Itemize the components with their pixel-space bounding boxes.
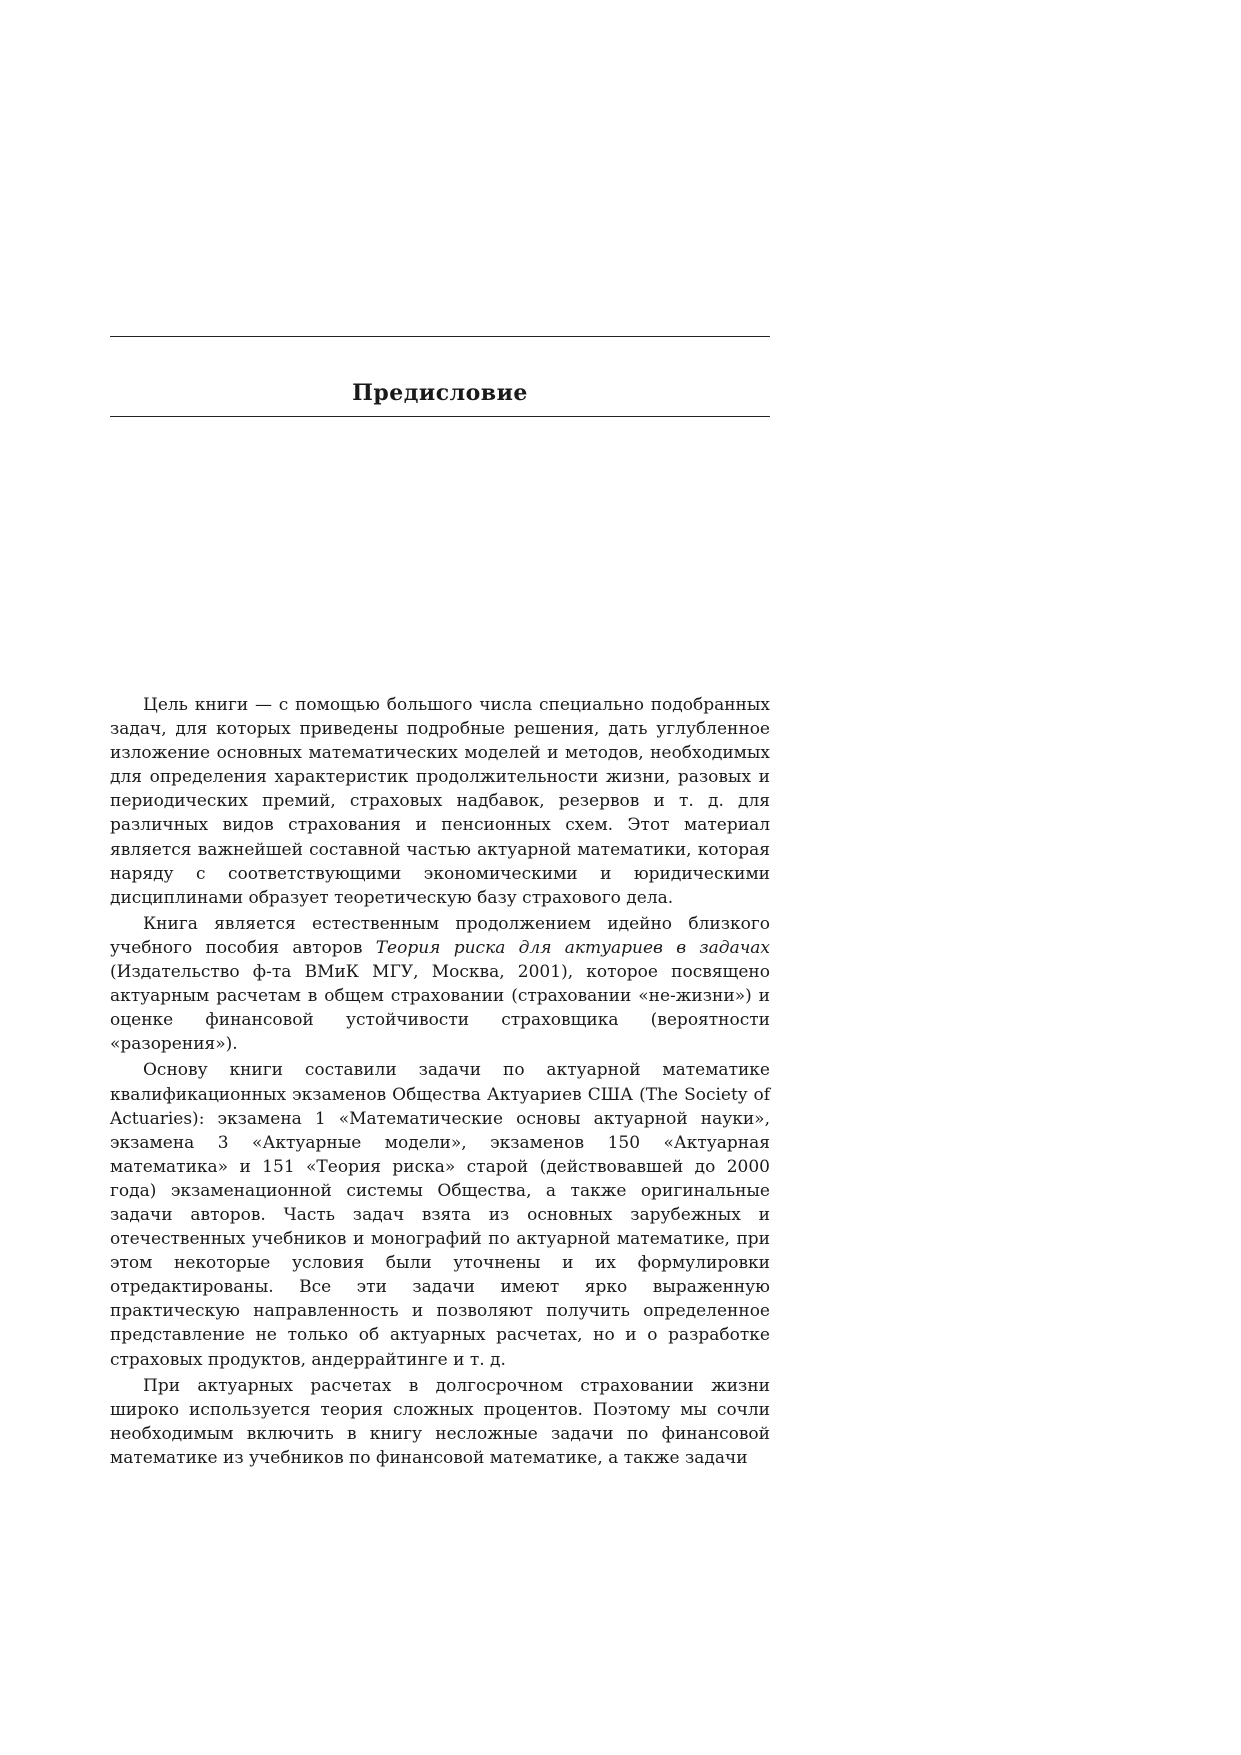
paragraph-1: Цель книги — с помощью большого числа специально подобранных задач, для которых приведены подробные решения, дать углубленное изложение основных математических моделей и методов, необходимых для определения характеристик продолжительности жизни, разовых и периодических премий, страховых надбавок, резервов и т. д. для различных видов страхования и пенсионных схем. Этот материал является важнейшей составной частью актуарной математики, которая наряду с соответствующими экономическими и юридическими дисциплинами образует теоретическую базу страхового дела. [110, 695, 770, 908]
title-bottom-rule [110, 416, 770, 417]
paragraph-4: При актуарных расчетах в долгосрочном страховании жизни широко используется теория сложных процентов. Поэтому мы сочли необходимым включить в книгу несложные задачи по финансовой математике из учебников по финансовой математике, а также задачи [110, 1375, 770, 1468]
paragraph-2-after: (Издательство ф-та ВМиК МГУ, Москва, 2001), которое посвящено актуарным расчетам в общем страховании (страховании «не-жизни») и оценке финансовой устойчивости страховщика (вероятности «разорения»). [110, 962, 770, 1055]
preface-body [110, 693, 770, 1470]
title-top-rule [110, 336, 770, 337]
book-title-reference: Теория риска для актуариев в задачах [375, 937, 770, 958]
chapter-title: Предисловие [352, 380, 528, 406]
paragraph-2 [110, 912, 770, 1057]
paragraph-3: Основу книги составили задачи по актуарной математике квалификационных экзаменов Общества Актуариев США (The Society of Actuaries): экзамена 1 «Математические основы актуарной науки», экзамена 3 «Актуарные модели», экзаменов 150 «Актуарная математика» и 151 «Теория риска» старой (действовавшей до 2000 года) экзаменационной системы Общества, а также оригинальные задачи авторов. Часть задач взята из основных зарубежных и отечественных учебников и монографий по актуарной математике, при этом некоторые условия были уточнены и их формулировки отредактированы. Все эти задачи имеют ярко выраженную практическую направленность и позволяют получить определенное представление не только об актуарных расчетах, но и о разработке страховых продуктов, андеррайтинге и т. д. [110, 1060, 770, 1370]
paragraph-2-before: Книга является естественным продолжением идейно близкого учебного пособия авторов [110, 913, 770, 958]
